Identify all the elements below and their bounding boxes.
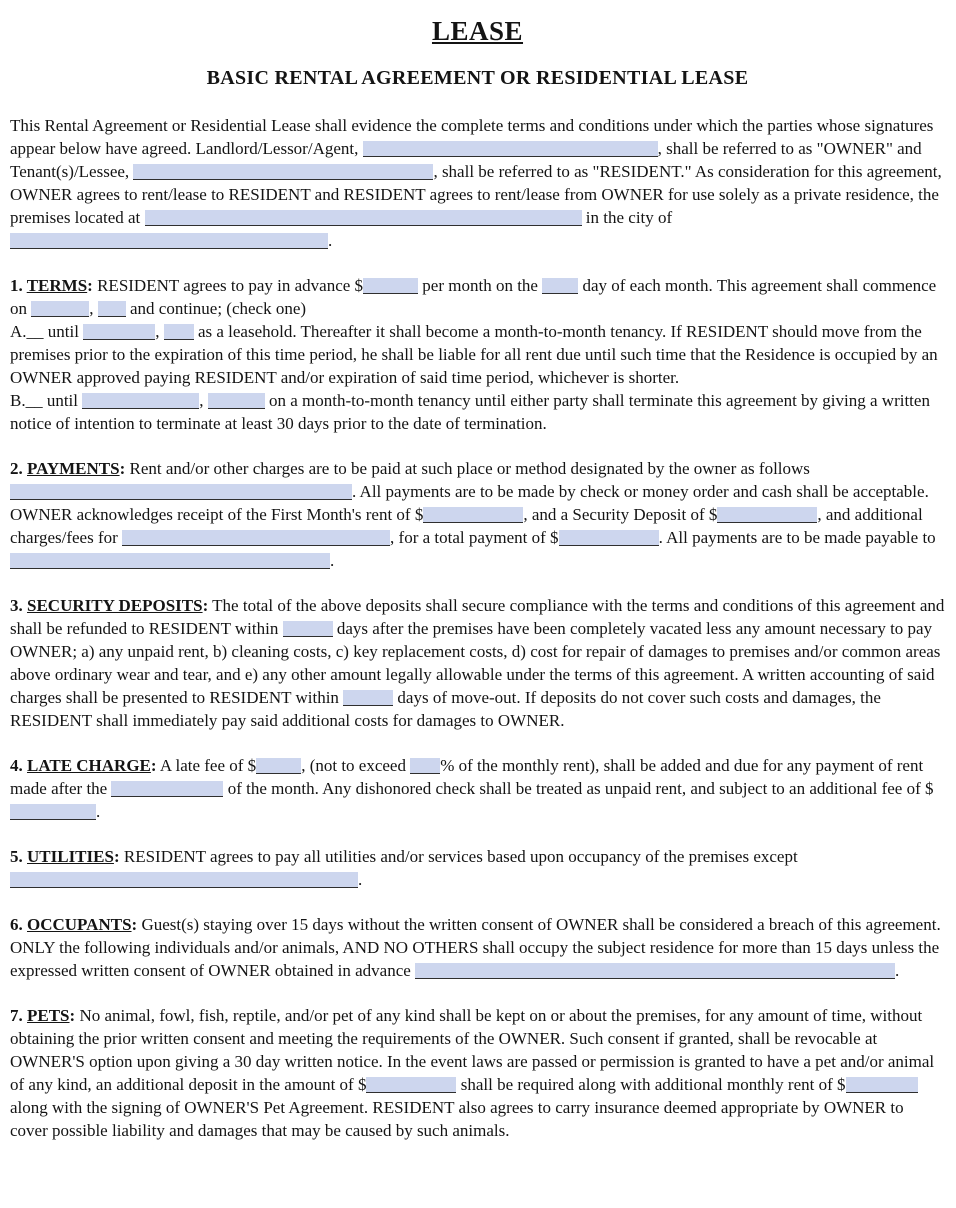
section-heading-text: 4. (10, 756, 27, 775)
body-text: RESIDENT agrees to pay all utilities and/or services based upon occupancy of the premises except (119, 847, 798, 866)
form-field-blank[interactable] (343, 690, 393, 706)
body-text: Guest(s) staying over 15 days without the written consent of OWNER shall be considered a breach of this agreement. ONLY the following individuals and/or animals, AND NO OTHERS shall occupy the subject residence for more than 15 days unless the expressed written consent of OWNER obtained in advance (10, 915, 941, 980)
section-heading-text: TERMS (26, 276, 88, 295)
document-title: LEASE (431, 16, 524, 46)
body-text: shall be required along with additional monthly rent of $ (456, 1075, 846, 1094)
paragraph (10, 594, 945, 732)
body-text: No animal, fowl, fish, reptile, and/or pet of any kind shall be kept on or about the premises, for any amount of time, without obtaining the prior written consent and meeting the requirements of the OWNER. Such consent if granted, shall be revocable at OWNER'S option upon giving a 30 day written notice. In the event laws are passed or permission is granted to have a pet and/or animal of any kind, an additional deposit in the amount of $ (10, 1006, 935, 1094)
body-text: . (96, 802, 101, 821)
section-heading-text: : (87, 276, 93, 295)
body-text: . (895, 961, 900, 980)
form-field-blank[interactable] (366, 1077, 456, 1093)
body-text: , (89, 299, 98, 318)
body-text: . (330, 551, 335, 570)
section-heading-text: : (202, 596, 209, 615)
section-heading-text: 5. (10, 847, 27, 866)
body-text: A.__ until (10, 322, 84, 341)
form-field-blank[interactable] (363, 278, 418, 294)
section-heading-text: PETS (27, 1006, 70, 1025)
body-text: as a leasehold. Thereafter it shall become a month-to-month tenancy. If RESIDENT should move from the premises prior to the expiration of this time period, he shall be liable for all rent due until such time that the Residence is occupied by an OWNER approved paying RESIDENT and/or expiration of said time period, whichever is shorter. (10, 322, 938, 387)
section-terms (10, 274, 945, 435)
section-heading-text: 2. (10, 459, 27, 478)
body-text: , (199, 391, 208, 410)
body-text: B.__ until (10, 391, 83, 410)
form-field-blank[interactable] (410, 758, 440, 774)
form-field-blank[interactable] (10, 872, 358, 888)
section-heading-text: OCCUPANTS (27, 915, 132, 934)
form-field-blank[interactable] (415, 963, 895, 979)
paragraph (10, 1004, 945, 1142)
form-field-blank[interactable] (83, 324, 155, 340)
body-text: . All payments are to be made payable to (658, 528, 936, 547)
section-heading-text: : (119, 459, 126, 478)
form-field-blank[interactable] (145, 210, 582, 226)
section-payments (10, 457, 945, 572)
form-field-blank[interactable] (559, 530, 659, 546)
section-heading-text: LATE CHARGE (27, 756, 151, 775)
body-text: along with the signing of OWNER'S Pet Agreement. RESIDENT also agrees to carry insurance deemed appropriate by OWNER to cover possible liability and damages that may be caused by such animals. (10, 1098, 904, 1140)
section-heading-text: PAYMENTS (27, 459, 120, 478)
body-text: on a month-to-month tenancy until either party shall terminate this agreement by giving a written notice of intention to terminate at least 30 days prior to the date of termination. (10, 391, 930, 433)
body-text: in the city of (581, 208, 673, 227)
section-heading-text: 7. (10, 1006, 27, 1025)
form-field-blank[interactable] (363, 141, 658, 157)
body-text: A late fee of $ (156, 756, 257, 775)
body-text: . (358, 870, 363, 889)
paragraph (10, 913, 945, 982)
form-field-blank[interactable] (423, 507, 523, 523)
section-heading-text: 1. (10, 276, 27, 295)
body-text: , and additional charges/fees for (10, 505, 923, 547)
form-field-blank[interactable] (133, 164, 433, 180)
section-utilities (10, 845, 945, 891)
paragraph (10, 845, 945, 891)
form-field-blank[interactable] (256, 758, 301, 774)
body-text: . All payments are to be made by check or money order and cash shall be acceptable. OWNER acknowledges receipt of the First Month's rent of $ (10, 482, 929, 524)
body-text: days of move-out. If deposits do not cover such costs and damages, the RESIDENT shall immediately pay said additional costs for damages to OWNER. (10, 688, 881, 730)
paragraph (10, 754, 945, 823)
body-text: . (328, 231, 333, 250)
body-text: , shall be referred to as "RESIDENT." As consideration for this agreement, OWNER agrees to rent/lease to RESIDENT and RESIDENT agrees to rent/lease from OWNER for use solely as a private residence, the premises located at (10, 162, 942, 227)
form-field-blank[interactable] (82, 393, 199, 409)
section-heading-text: : (113, 847, 120, 866)
section-heading-text: : (150, 756, 157, 775)
form-field-blank[interactable] (542, 278, 578, 294)
body-text: of the month. Any dishonored check shall be treated as unpaid rent, and subject to an additional fee of $ (223, 779, 934, 798)
section-security-deposits (10, 594, 945, 732)
section-late-charge (10, 754, 945, 823)
form-field-blank[interactable] (283, 621, 333, 637)
body-text: , shall be referred to as "OWNER" and Tenant(s)/Lessee, (10, 139, 922, 181)
body-text: The total of the above deposits shall secure compliance with the terms and conditions of this agreement and shall be refunded to RESIDENT within (10, 596, 945, 638)
form-field-blank[interactable] (164, 324, 194, 340)
body-text: days after the premises have been completely vacated less any amount necessary to pay OWNER; a) any unpaid rent, b) cleaning costs, c) key replacement costs, d) cost for repair of damages to premises and/or common areas above ordinary wear and tear, and e) any other amount legally allowable under the terms of this agreement. A written accounting of said charges shall be presented to RESIDENT within (10, 619, 941, 707)
form-field-blank[interactable] (10, 553, 330, 569)
section-heading-text: 3. (10, 596, 27, 615)
body-text: , (155, 322, 164, 341)
body-text: per month on the (418, 276, 543, 295)
section-heading-text: UTILITIES (27, 847, 114, 866)
section-heading-text: 6. (10, 915, 27, 934)
section-heading-text: : (131, 915, 138, 934)
section-intro (10, 114, 945, 252)
paragraph (10, 320, 945, 389)
document-body (10, 114, 945, 1142)
body-text: , (not to exceed (301, 756, 411, 775)
form-field-blank[interactable] (98, 301, 126, 317)
body-text: RESIDENT agrees to pay in advance $ (92, 276, 364, 295)
paragraph (10, 114, 945, 252)
body-text: This Rental Agreement or Residential Lease shall evidence the complete terms and conditions under which the parties whose signatures appear below have agreed. Landlord/Lessor/Agent, (10, 116, 934, 158)
body-text: % of the monthly rent), shall be added and due for any payment of rent made after the (10, 756, 924, 798)
paragraph (10, 389, 945, 435)
form-field-blank[interactable] (31, 301, 89, 317)
body-text: day of each month. This agreement shall commence on (10, 276, 937, 318)
form-field-blank[interactable] (10, 804, 96, 820)
form-field-blank[interactable] (111, 781, 223, 797)
section-heading-text: SECURITY DEPOSITS (27, 596, 203, 615)
section-pets (10, 1004, 945, 1142)
form-field-blank[interactable] (10, 484, 352, 500)
form-field-blank[interactable] (846, 1077, 918, 1093)
body-text: and continue; (check one) (125, 299, 307, 318)
body-text: , for a total payment of $ (390, 528, 559, 547)
section-heading-text: : (69, 1006, 76, 1025)
body-text: , and a Security Deposit of $ (523, 505, 718, 524)
body-text: Rent and/or other charges are to be paid at such place or method designated by the owner as follows (125, 459, 810, 478)
form-field-blank[interactable] (208, 393, 265, 409)
paragraph (10, 457, 945, 572)
document-subtitle: BASIC RENTAL AGREEMENT OR RESIDENTIAL LEASE (206, 67, 749, 89)
form-field-blank[interactable] (10, 233, 328, 249)
form-field-blank[interactable] (122, 530, 390, 546)
form-field-blank[interactable] (717, 507, 817, 523)
paragraph (10, 274, 945, 320)
section-occupants (10, 913, 945, 982)
